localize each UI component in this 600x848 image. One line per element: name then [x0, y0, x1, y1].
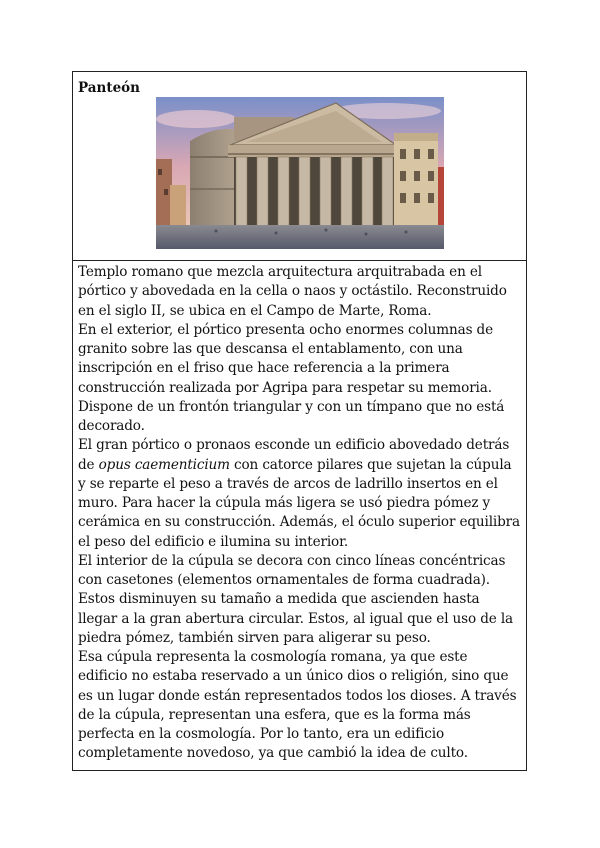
paragraph-structure — [78, 436, 520, 552]
paragraph-structure-start: El gran pórtico o pronaos esconde un edificio abovedado detrás de — [78, 437, 510, 473]
description-cell — [73, 261, 526, 770]
pantheon-photo — [156, 97, 444, 249]
paragraph-location: Templo romano que mezcla arquitectura arquitrabada en el pórtico y abovedada en la cella o naos y octástilo. Reconstruido en el siglo II, se ubica en el Campo de Marte, Roma. — [78, 264, 507, 319]
content-table — [72, 71, 527, 771]
paragraph-exterior: En el exterior, el pórtico presenta ocho enormes columnas de granito sobre las que descansa el entablamento, con una inscripción en el friso que hace referencia a la primera construcción realizada por Agripa para respetar su memoria. Dispone de un frontón triangular y con un tímpano que no está decorado. — [78, 321, 505, 434]
paragraph-dome-interior: El interior de la cúpula se decora con cinco líneas concéntricas con casetones (elementos ornamentales de forma cuadrada). Estos disminuyen su tamaño a medida que ascienden hasta llegar a la gran abertura circular. Estos, al igual que el uso de la piedra pómez, también sirven para aligerar su peso. — [78, 552, 513, 646]
header-cell — [73, 72, 526, 261]
paragraph-structure-term: opus caementicium — [98, 456, 230, 473]
paragraph-cosmology: Esa cúpula representa la cosmología romana, ya que este edificio no estaba reservado a un único dios o religión, sino que es un lugar donde están representados todos los dioses. A través de la cúpula, representan una esfera, que es la forma más perfecta en la cosmología. Por lo tanto, era un edificio completamente novedoso, ya que cambió la idea de culto. — [78, 649, 517, 762]
pantheon-illustration — [156, 97, 444, 249]
paragraph-structure-end: con catorce pilares que sujetan la cúpula y se reparte el peso a través de arcos de ladrillo insertos en el muro. Para hacer la cúpula más ligera se usó piedra pómez y cerámica en su construcción. Además, el óculo superior equilibra el peso del edificio e ilumina su interior. — [78, 456, 520, 550]
document-title: Panteón — [78, 80, 140, 96]
